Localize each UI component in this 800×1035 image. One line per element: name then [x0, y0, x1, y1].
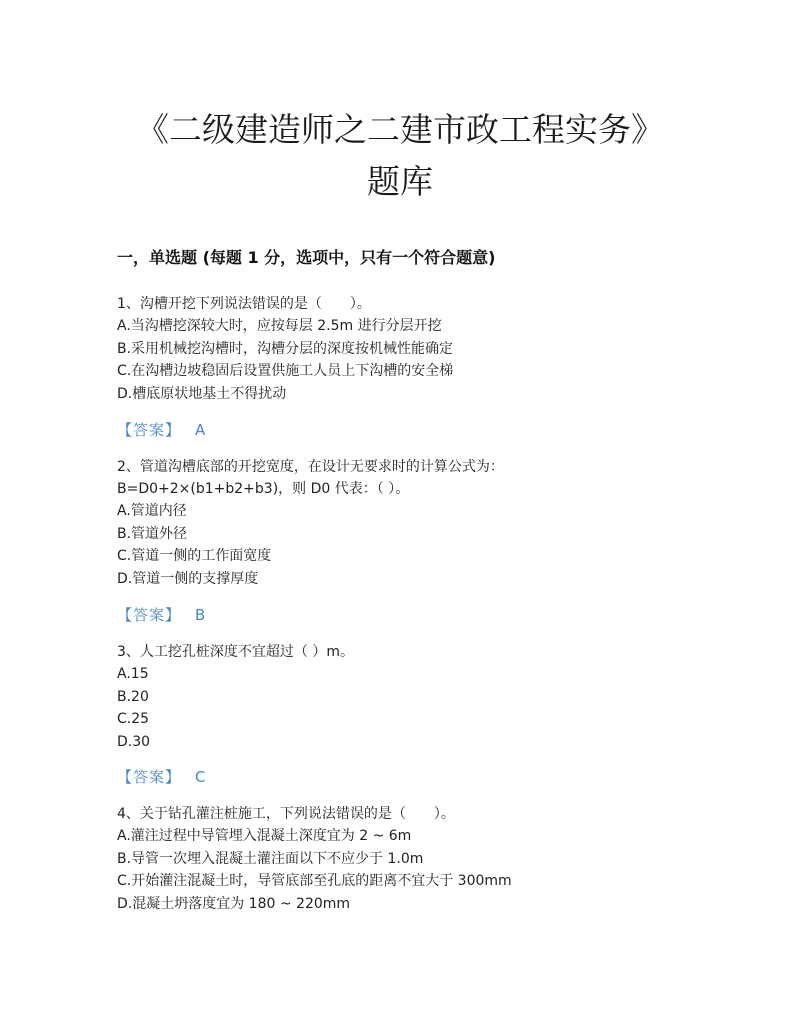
option-a: A.灌注过程中导管埋入混凝土深度宜为 2 ~ 6m [117, 828, 412, 844]
answer-label: 【答案】 [117, 606, 182, 624]
question-stem: 3、人工挖孔桩深度不宜超过（ ）m。 [117, 644, 354, 660]
option-c: C.开始灌注混凝土时，导管底部至孔底的距离不宜大于 300mm [117, 873, 512, 890]
question-2 [117, 456, 677, 590]
answer-value: B [195, 606, 206, 624]
answer-label: 【答案】 [117, 421, 182, 439]
answer-label: 【答案】 [117, 768, 182, 786]
question-stem: 1、沟槽开挖下列说法错误的是（ ）。 [117, 296, 371, 312]
question-stem: 4、关于钻孔灌注桩施工，下列说法错误的是（ ）。 [117, 806, 455, 822]
answer-value: A [195, 421, 206, 439]
option-c: C.管道一侧的工作面宽度 [117, 548, 272, 565]
answer-3 [117, 766, 206, 788]
option-d: D.混凝土坍落度宜为 180 ~ 220mm [117, 895, 351, 912]
option-b: B.导管一次埋入混凝土灌注面以下不应少于 1.0m [117, 850, 424, 867]
question-3 [117, 641, 677, 753]
option-d: D.管道一侧的支撑厚度 [117, 570, 259, 587]
answer-1 [117, 419, 205, 441]
option-b: B.采用机械挖沟槽时，沟槽分层的深度按机械性能确定 [117, 340, 454, 357]
question-1 [117, 293, 677, 405]
option-d: D.槽底原状地基土不得扰动 [117, 385, 287, 402]
section-heading: 一，单选题 (每题 1 分，选项中，只有一个符合题意) [117, 248, 496, 267]
option-b: B.20 [117, 688, 149, 705]
answer-2 [117, 604, 205, 626]
option-a: A.15 [117, 666, 149, 682]
question-stem: 2、管道沟槽底部的开挖宽度，在设计无要求时的计算公式为：B=D0+2×(b1+b2+b3)，则 D0 代表：（ ）。 [117, 459, 504, 497]
option-a: A.管道内径 [117, 503, 187, 519]
option-c: C.25 [117, 711, 150, 728]
document-title: 《二级建造师之二建市政工程实务》 [136, 110, 664, 149]
option-c: C.在沟槽边坡稳固后设置供施工人员上下沟槽的安全梯 [117, 363, 454, 380]
option-b: B.管道外径 [117, 525, 188, 542]
document-subtitle: 题库 [367, 162, 433, 201]
option-d: D.30 [117, 733, 151, 750]
answer-value: C [195, 768, 206, 786]
question-4 [117, 803, 677, 915]
option-a: A.当沟槽挖深较大时，应按每层 2.5m 进行分层开挖 [117, 318, 442, 334]
